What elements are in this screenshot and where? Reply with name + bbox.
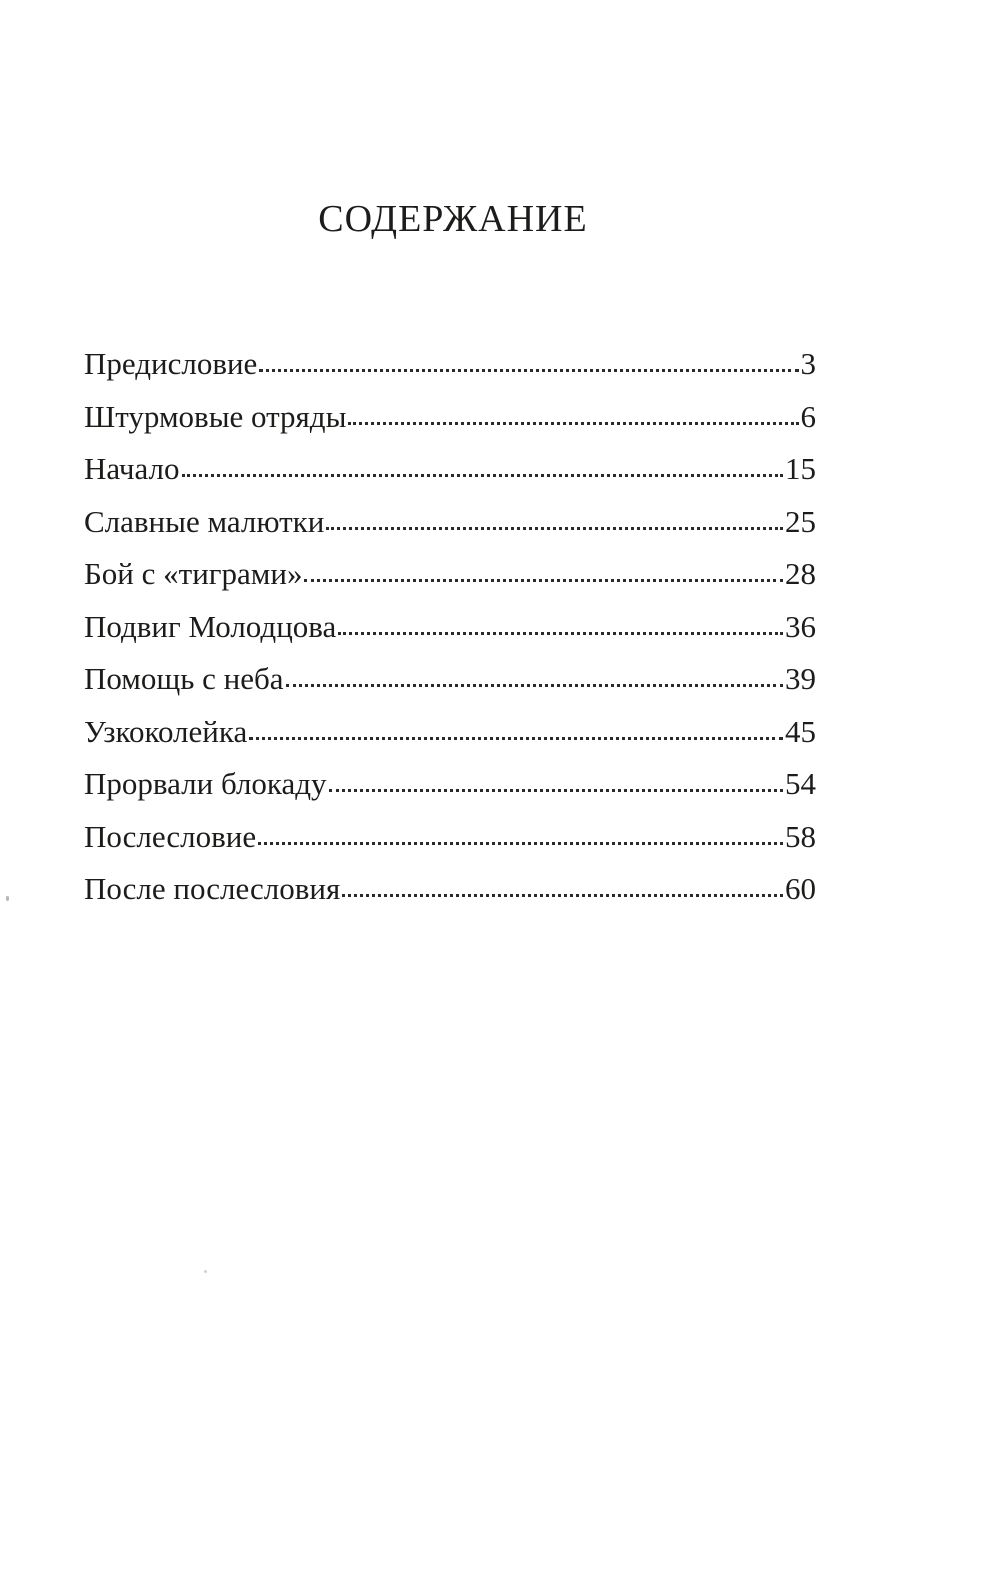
toc-dot-leader [326, 521, 783, 530]
toc-entry [84, 496, 816, 549]
toc-entry-page: 6 [800, 398, 816, 434]
toc-dot-leader [259, 363, 798, 372]
toc-entry [84, 863, 816, 916]
toc-entry-label: Подвиг Молодцова [84, 608, 337, 644]
toc-entry-label: Узкоколейка [84, 713, 248, 749]
toc-entry-label: После послесловия [84, 871, 341, 906]
toc-entry [84, 548, 816, 601]
toc-entry-label: Помощь с неба [84, 661, 284, 696]
toc-entry-page: 54 [785, 766, 816, 801]
toc-entry [84, 811, 816, 864]
toc-dot-leader [338, 626, 783, 635]
toc-entry-label: Штурмовые отряды [84, 398, 347, 434]
toc-entry-label: Бой с «тиграми» [84, 556, 303, 591]
toc-entry [84, 391, 816, 444]
toc-dot-leader [348, 416, 798, 425]
toc-dot-leader [258, 836, 783, 845]
toc-entry [84, 443, 816, 496]
toc-dot-leader [286, 678, 783, 687]
toc-entry-label: Предисловие [84, 346, 258, 381]
toc-entry [84, 601, 816, 654]
toc-entry-page: 3 [800, 346, 816, 381]
toc-dot-leader [249, 731, 783, 740]
toc-dot-leader [342, 888, 783, 897]
toc-entry [84, 653, 816, 706]
toc-entry [84, 338, 816, 391]
toc-dot-leader [304, 573, 783, 582]
toc-dot-leader [329, 783, 783, 792]
scan-speck [6, 896, 9, 901]
toc-entry-label: Начало [84, 451, 180, 486]
toc-title: СОДЕРЖАНИЕ [318, 198, 588, 240]
toc-entry-page: 15 [785, 451, 816, 486]
toc-entry [84, 758, 816, 811]
toc-entry-page: 45 [785, 713, 816, 749]
scan-speck [204, 1270, 207, 1273]
toc-entry-page: 60 [785, 871, 816, 906]
toc-entry-page: 39 [785, 661, 816, 696]
toc-entry-page: 36 [785, 608, 816, 644]
toc-entry-label: Прорвали блокаду [84, 766, 327, 801]
toc-entry-page: 25 [785, 503, 816, 539]
toc-entry-page: 58 [785, 818, 816, 854]
toc-entry-page: 28 [785, 556, 816, 591]
toc-list [84, 338, 816, 916]
toc-entry [84, 706, 816, 759]
toc-entry-label: Послесловие [84, 818, 257, 854]
toc-entry-label: Славные малютки [84, 503, 325, 539]
toc-dot-leader [182, 468, 784, 477]
